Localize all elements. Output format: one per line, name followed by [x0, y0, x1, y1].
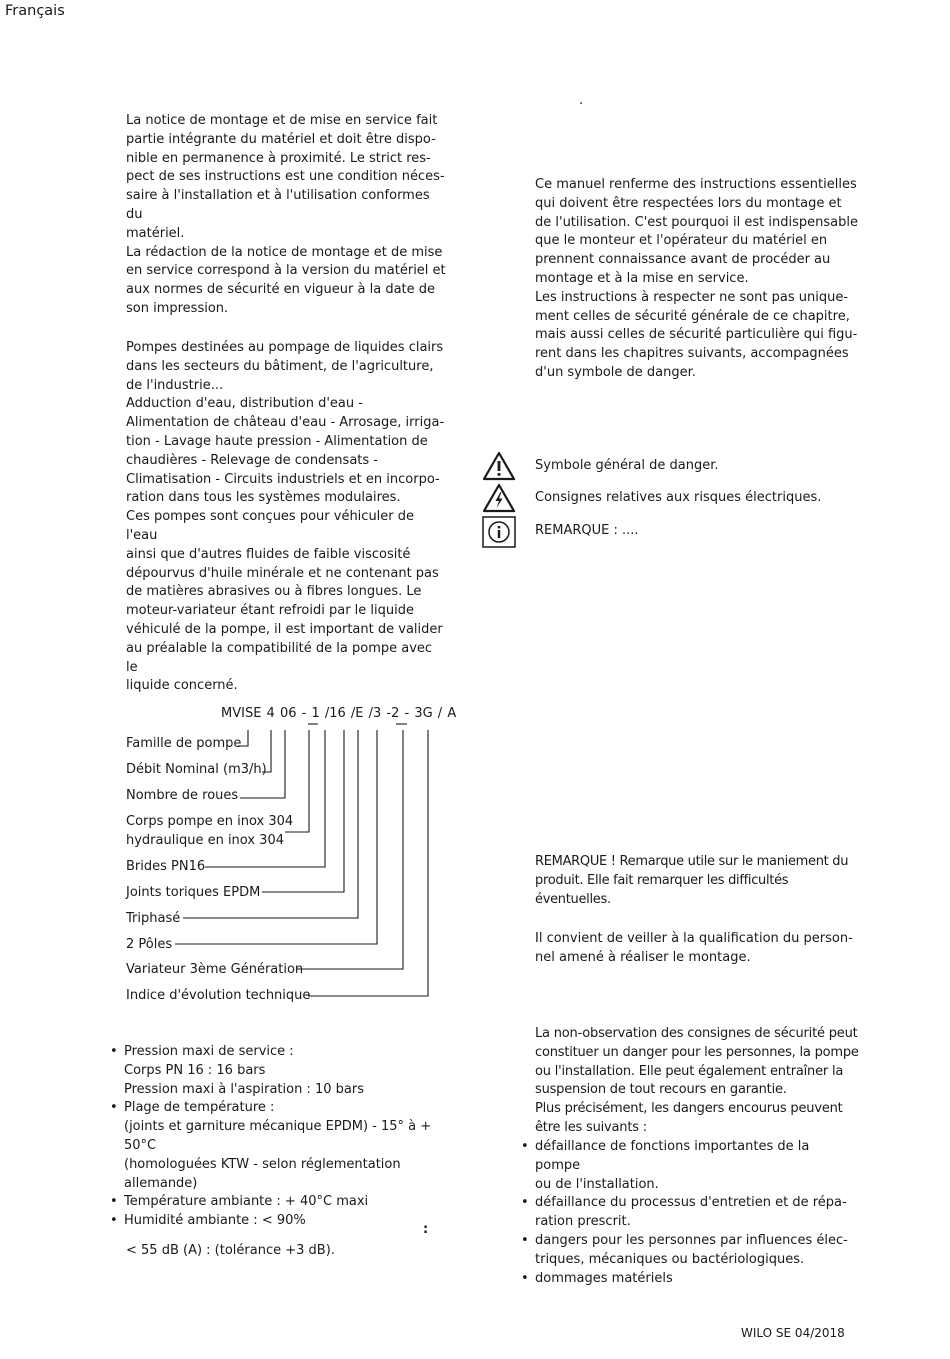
legend-o-rings: Joints toriques EPDM [126, 885, 261, 900]
legend-three-phase: Triphasé [126, 911, 181, 926]
symbol-row-info [482, 516, 862, 546]
electrical-danger-icon [482, 483, 516, 513]
spec-item: • Plage de température : (joints et garniture mécanique EPDM) - 15° à + 50°C (homologuées KTW - selon réglementation allemande) [110, 1099, 440, 1193]
legend-drive-generation: Variateur 3ème Génération [126, 962, 304, 977]
spec-item: • Humidité ambiante : < 90% [110, 1212, 440, 1231]
legend-technical-index: Indice d'évolution technique [126, 988, 311, 1003]
danger-paragraph: La non-observation des consignes de sécurité peut constituer un danger pour les personnes, la pompe ou l'installation. Elle peut également entraîner la suspension de tout recours en garantie. Plus précisément, les dangers encourus peuvent être les suivants : [535, 1026, 859, 1135]
symbol-label: Symbole général de danger. [535, 458, 719, 473]
symbol-row-electrical [482, 483, 862, 513]
heading-dot: . [579, 93, 584, 108]
qualification-paragraph: Il convient de veiller à la qualification du person- nel amené à réaliser le montage. [535, 931, 853, 965]
legend-nominal-flow: Débit Nominal (m3/h) [126, 762, 267, 777]
legend-poles: 2 Pôles [126, 937, 173, 952]
danger-item: • défaillance de fonctions importantes de la pompe ou de l'installation. [521, 1138, 856, 1194]
manual-paragraph: Ce manuel renferme des instructions essentielles qui doivent être respectées lors du montage et de l'utilisation. C'est pourquoi il est indispensable que le monteur et l'opérateur du matériel en prennent connaissance avant de procéder au montage et à la mise en service. Les instructions à respecter ne sont pas unique- ment celles de sécurité générale de ce chapitre, mais aussi celles de sécurité particulière qui figu- rent dans les chapitres suivants, accompagnées d'un symbole de danger. [535, 177, 858, 380]
info-icon [482, 516, 516, 548]
type-designation-code: MVISE 4 06 - 1 /16 /E /3 -2 - 3G / A [221, 706, 457, 721]
notice-paragraph: La notice de montage et de mise en service fait partie intégrante du matériel et doit être dispo- nible en permanence à proximité. Le strict res- pect de ses instructions est une condition néces- saire à l'installation et à l'utilisation conformes du matériel. La rédaction de la notice de montage et de mise en service correspond à la version du matériel et aux normes de sécurité en vigueur à la date de son impression. [126, 113, 446, 316]
spec-item: • Pression maxi de service : Corps PN 16 : 16 bars Pression maxi à l'aspiration : 10 bars [110, 1043, 440, 1099]
symbol-row-general [482, 451, 862, 481]
legend-pump-family: Famille de pompe [126, 736, 242, 751]
symbol-label: Consignes relatives aux risques électriques. [535, 490, 822, 505]
legend-pump-body: Corps pompe en inox 304 hydraulique en inox 304 [126, 814, 294, 848]
applications-paragraph: Pompes destinées au pompage de liquides clairs dans les secteurs du bâtiment, de l'agriculture, de l'industrie... Adduction d'eau, distribution d'eau - Alimentation de château d'eau - Arrosage, irriga- tion - Lavage haute pression - Alimentation de chaudières - Relevage de condensats - Climatisation - Circuits industriels et en incorpo- ration dans tous les systèmes modulaires. Ces pompes sont conçues pour véhiculer de l'eau ainsi que d'autres fluides de faible viscosité dépourvus d'huile minérale et ne contenant pas de matières abrasives ou à fibres longues. Le moteur-variateur étant refroidi par le liquide véhiculé de la pompe, il est important de valider au préalable la compatibilité de la pompe avec le liquide concerné. [126, 340, 445, 694]
danger-item: • dommages matériels [521, 1270, 856, 1289]
legend-flanges: Brides PN16 [126, 859, 206, 874]
spec-item: • Température ambiante : + 40°C maxi [110, 1193, 440, 1212]
spec-list [110, 1043, 440, 1231]
remarque-paragraph: REMARQUE ! Remarque utile sur le maniement du produit. Elle fait remarquer les difficultés éventuelles. [535, 854, 849, 907]
danger-item: • défaillance du processus d'entretien et de répa- ration prescrit. [521, 1194, 856, 1232]
general-danger-icon [482, 451, 516, 481]
danger-list [521, 1138, 856, 1288]
danger-item: • dangers pour les personnes par influences élec- triques, mécaniques ou bactériologiques. [521, 1232, 856, 1270]
legend-impeller-count: Nombre de roues [126, 788, 239, 803]
footer-imprint: WILO SE 04/2018 [741, 1326, 845, 1340]
noise-heading-colon: : [423, 1222, 429, 1237]
noise-level: < 55 dB (A) : (tolérance +3 dB). [126, 1243, 335, 1258]
symbol-label: REMARQUE : .... [535, 523, 639, 538]
language-label: Français [5, 3, 65, 19]
